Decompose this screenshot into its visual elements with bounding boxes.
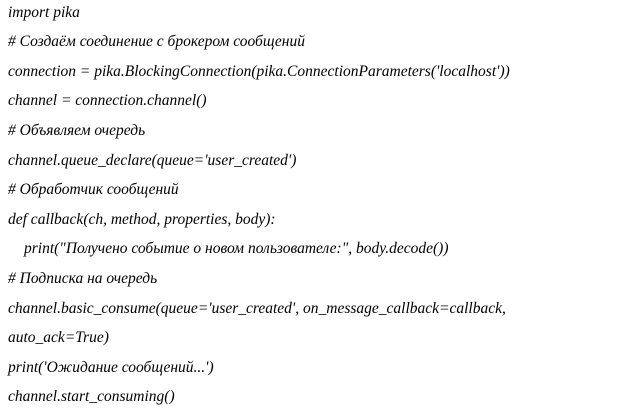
code-line-comment-handler: # Обработчик сообщений [8,181,179,198]
code-line-import: import pika [8,4,80,21]
code-line-comment-connection: # Создаём соединение с брокером сообщений [8,33,305,50]
code-line-queue-declare: channel.queue_declare(queue='user_created') [8,152,297,169]
code-line-print-waiting: print('Ожидание сообщений...') [8,359,214,376]
code-line-basic-consume: channel.basic_consume(queue='user_created', on_message_callback=callback, [8,300,506,317]
code-line-print-event: print("Получено событие о новом пользователе:", body.decode()) [24,240,449,257]
code-line-def-callback: def callback(ch, method, properties, body): [8,211,276,228]
code-line-auto-ack: auto_ack=True) [8,329,109,346]
code-line-comment-queue: # Объявляем очередь [8,122,146,139]
code-line-connection: connection = pika.BlockingConnection(pika.ConnectionParameters('localhost')) [8,63,510,80]
code-line-start-consuming: channel.start_consuming() [8,388,175,405]
code-line-comment-subscribe: # Подписка на очередь [8,270,158,287]
code-line-channel: channel = connection.channel() [8,92,207,109]
